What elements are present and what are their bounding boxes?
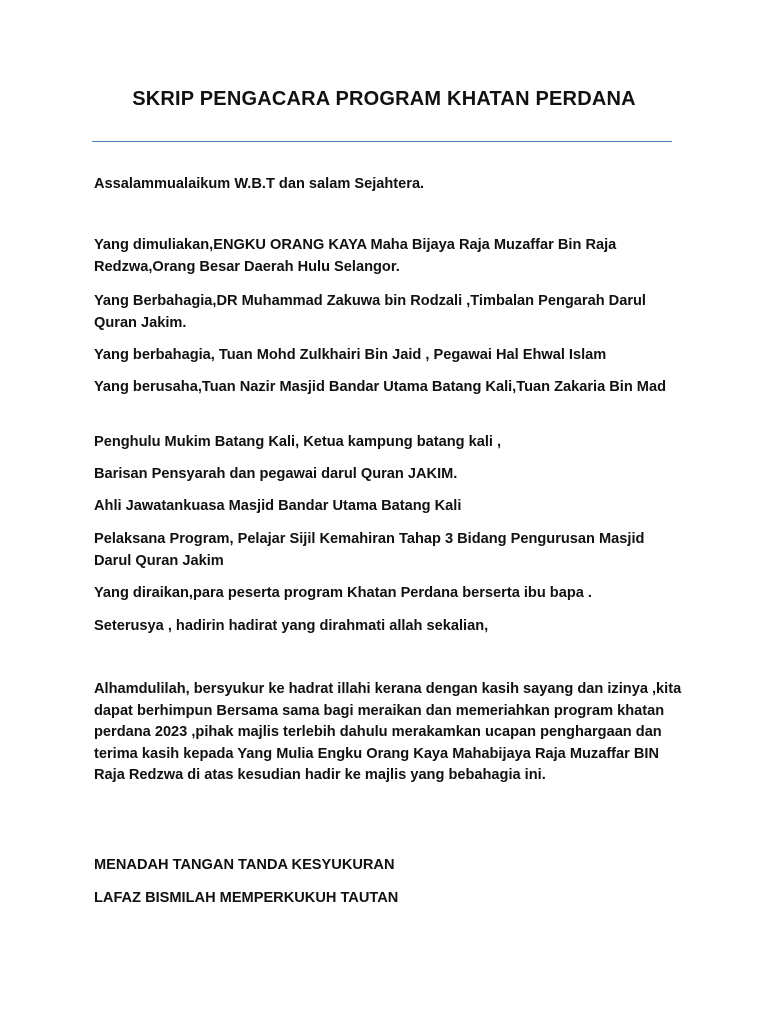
greeting-line: Assalammualaikum W.B.T dan salam Sejahtera. [94, 176, 425, 192]
salutation-10: Seterusya , hadirin hadirat yang dirahmati allah sekalian, [94, 618, 489, 634]
body-paragraph: Alhamdulilah, bersyukur ke hadrat illahi kerana dengan kasih sayang dan izinya ,kita dapat berhimpun Bersama sama bagi meraikan dan memeriahkan program khatan perdana 2023 ,pihak majlis terlebih dahulu merakamkan ucapan penghargaan dan terima kasih kepada Yang Mulia Engku Orang Kaya Mahabijaya Raja Muzaffar BIN Raja Redzwa di atas kesudian hadir ke majlis yang bebahagia ini. [94, 681, 682, 783]
title-divider [92, 141, 672, 142]
salutation-7: Ahli Jawatankuasa Masjid Bandar Utama Batang Kali [94, 498, 462, 514]
salutation-6: Barisan Pensyarah dan pegawai darul Quran JAKIM. [94, 466, 458, 482]
closing-line-1: MENADAH TANGAN TANDA KESYUKURAN [94, 857, 395, 873]
salutation-5: Penghulu Mukim Batang Kali, Ketua kampung batang kali , [94, 434, 502, 450]
salutation-4: Yang berusaha,Tuan Nazir Masjid Bandar Utama Batang Kali,Tuan Zakaria Bin Mad [94, 379, 666, 395]
salutation-8: Pelaksana Program, Pelajar Sijil Kemahiran Tahap 3 Bidang Pengurusan Masjid Darul Quran Jakim [94, 531, 645, 569]
salutation-9: Yang diraikan,para peserta program Khatan Perdana berserta ibu bapa . [94, 585, 592, 601]
salutation-2: Yang Berbahagia,DR Muhammad Zakuwa bin Rodzali ,Timbalan Pengarah Darul Quran Jakim. [94, 293, 646, 331]
salutation-3: Yang berbahagia, Tuan Mohd Zulkhairi Bin Jaid , Pegawai Hal Ehwal Islam [94, 347, 607, 363]
salutation-1: Yang dimuliakan,ENGKU ORANG KAYA Maha Bijaya Raja Muzaffar Bin Raja Redzwa,Orang Besar Daerah Hulu Selangor. [94, 237, 617, 275]
closing-line-2: LAFAZ BISMILAH MEMPERKUKUH TAUTAN [94, 890, 399, 906]
document-title: SKRIP PENGACARA PROGRAM KHATAN PERDANA [132, 88, 636, 110]
